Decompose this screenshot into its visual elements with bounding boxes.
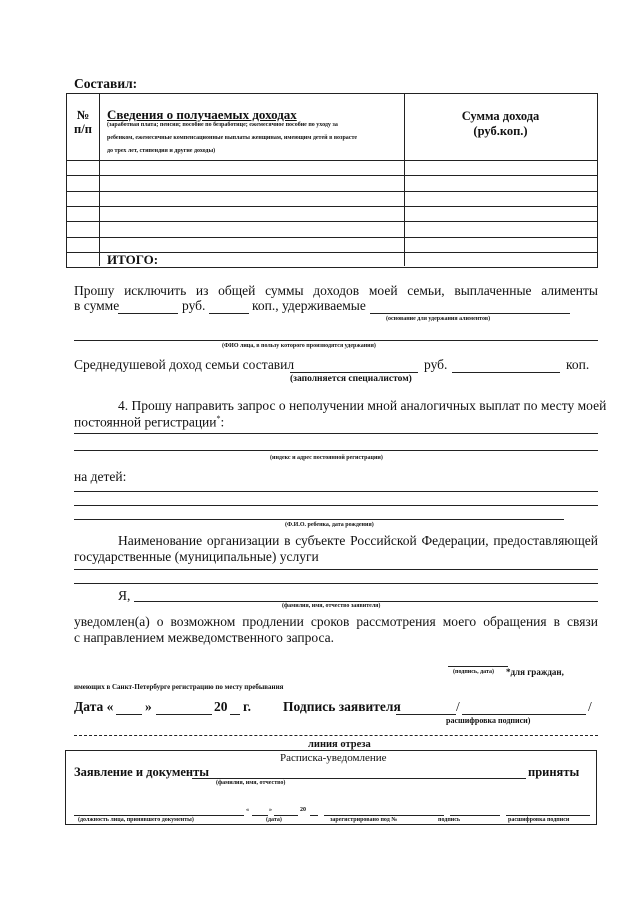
- receipt-regnum-field[interactable]: [324, 815, 444, 816]
- child-field-3[interactable]: [74, 519, 564, 520]
- col-note-line-2: ребенком, ежемесячные компенсационные выплаты женщинам, имеющим детей в возрасте: [107, 135, 358, 141]
- receipt-year: 20: [300, 807, 306, 813]
- children-label: на детей:: [74, 469, 127, 484]
- date-label: Дата «: [74, 699, 114, 714]
- receipt-docs-label: Заявление и документы: [74, 765, 210, 779]
- hint-receipt-regnum: зарегистрировано под №: [330, 817, 398, 823]
- receipt-fio-field[interactable]: [192, 778, 526, 779]
- sign-date-field[interactable]: [448, 666, 508, 667]
- avg-income-label: Среднедушевой доход семьи составил: [74, 357, 295, 372]
- notice-line-2: с направлением межведомственного запроса.: [74, 630, 334, 645]
- col-header-num: № п/п: [74, 108, 92, 136]
- receipt-day-field[interactable]: [252, 815, 268, 816]
- request-line-2: постоянной регистрации*:: [74, 414, 225, 430]
- child-field-2[interactable]: [74, 505, 598, 506]
- applicant-name-field[interactable]: [134, 601, 598, 602]
- date-year-prefix: 20: [214, 699, 228, 714]
- hint-child: (Ф.И.О. ребенка, дата рождения): [285, 522, 374, 528]
- notice-line-1: уведомлен(а) о возможном продлении сроков рассмотрения моего обращения в связи: [74, 614, 598, 629]
- avg-income-rub-field[interactable]: [290, 372, 418, 373]
- receipt-position-field[interactable]: [74, 815, 244, 816]
- hint-receipt-date: (дата): [266, 817, 282, 823]
- hint-receipt-sign: подпись: [438, 817, 461, 823]
- hint-alimony-basis: (основание для удержания алиментов): [386, 316, 491, 322]
- hint-alimony-fio: (ФИО лица, в пользу которого производятся удержания): [222, 343, 376, 349]
- alimony-kop-label: коп., удерживаемые: [252, 298, 366, 313]
- organization-field-1[interactable]: [74, 569, 598, 570]
- avg-income-rub: руб.: [424, 357, 448, 372]
- hint-decode: расшифровка подписи): [446, 716, 531, 725]
- income-table: [66, 93, 598, 268]
- page-title: Составил:: [74, 76, 138, 91]
- col-note-line-1: (заработная плата; пенсия; пособие по безработице; ежемесячное пособие по уходу за: [107, 122, 338, 128]
- applicant-signature-field[interactable]: [396, 714, 456, 715]
- receipt-sign-field[interactable]: [450, 815, 500, 816]
- organization-line-2: государственные (муниципальные) услуги: [74, 549, 319, 564]
- cut-line: [74, 735, 598, 736]
- alimony-recipient-field[interactable]: [74, 340, 598, 341]
- receipt-box: [65, 750, 597, 825]
- organization-line-1: Наименование организации в субъекте Российской Федерации, предоставляющей: [118, 533, 598, 548]
- hint-receipt-position: (должность лица, принявшего документы): [78, 817, 194, 823]
- receipt-accepted: приняты: [528, 765, 580, 779]
- applicant-ya: Я,: [118, 588, 131, 603]
- footnote-b: имеющих в Санкт-Петербурге регистрацию по месту пребывания: [74, 683, 284, 691]
- cut-line-label: линия отреза: [308, 739, 371, 750]
- sign-slash-2: /: [588, 699, 592, 714]
- request-line-1: 4. Прошу направить запрос о неполучении мной аналогичных выплат по месту моей: [118, 398, 607, 413]
- date-year-suffix: г.: [243, 699, 251, 714]
- child-field-1[interactable]: [74, 491, 598, 492]
- hint-applicant-name: (фамилия, имя, отчество заявителя): [282, 603, 381, 609]
- receipt-month-field[interactable]: [274, 815, 298, 816]
- hint-sign-date: (подпись, дата): [453, 669, 494, 675]
- signature-decode-field[interactable]: [462, 714, 586, 715]
- total-label: ИТОГО:: [107, 252, 159, 267]
- date-day-field[interactable]: [116, 714, 142, 715]
- hint-receipt-fio: (фамилия, имя, отчество): [216, 780, 286, 786]
- sign-slash-1: /: [456, 699, 460, 714]
- avg-income-kop-field[interactable]: [452, 372, 560, 373]
- alimony-line-1: Прошу исключить из общей суммы доходов моей семьи, выплаченные алименты: [74, 283, 598, 298]
- address-field-2[interactable]: [74, 450, 598, 451]
- col-note-line-3: до трех лет, стипендия и другие доходы): [107, 148, 216, 154]
- date-close: »: [145, 699, 152, 714]
- hint-receipt-decode: расшифровка подписи: [508, 817, 570, 823]
- alimony-rub-label: руб.: [182, 298, 206, 313]
- alimony-sum-label: в сумме: [74, 298, 120, 313]
- sign-label: Подпись заявителя: [283, 699, 401, 714]
- date-month-field[interactable]: [156, 714, 212, 715]
- date-year-field[interactable]: [230, 714, 240, 715]
- receipt-decode-field[interactable]: [506, 815, 590, 816]
- address-field-1[interactable]: [74, 433, 598, 434]
- hint-specialist: (заполняется специалистом): [290, 374, 412, 384]
- col-header-info: Сведения о получаемых доходах: [107, 107, 297, 122]
- hint-address: (индекс и адрес постоянной регистрации): [270, 455, 383, 461]
- footnote-a: *для граждан,: [506, 667, 564, 677]
- receipt-year-field[interactable]: [310, 815, 318, 816]
- avg-income-kop: коп.: [566, 357, 590, 372]
- alimony-basis-field[interactable]: [370, 313, 570, 314]
- receipt-date-close: »: [269, 807, 272, 813]
- receipt-date-open: «: [246, 807, 249, 813]
- col-header-sum: Сумма дохода (руб.коп.): [461, 109, 540, 138]
- receipt-title: Расписка-уведомление: [280, 752, 387, 764]
- organization-field-2[interactable]: [74, 583, 598, 584]
